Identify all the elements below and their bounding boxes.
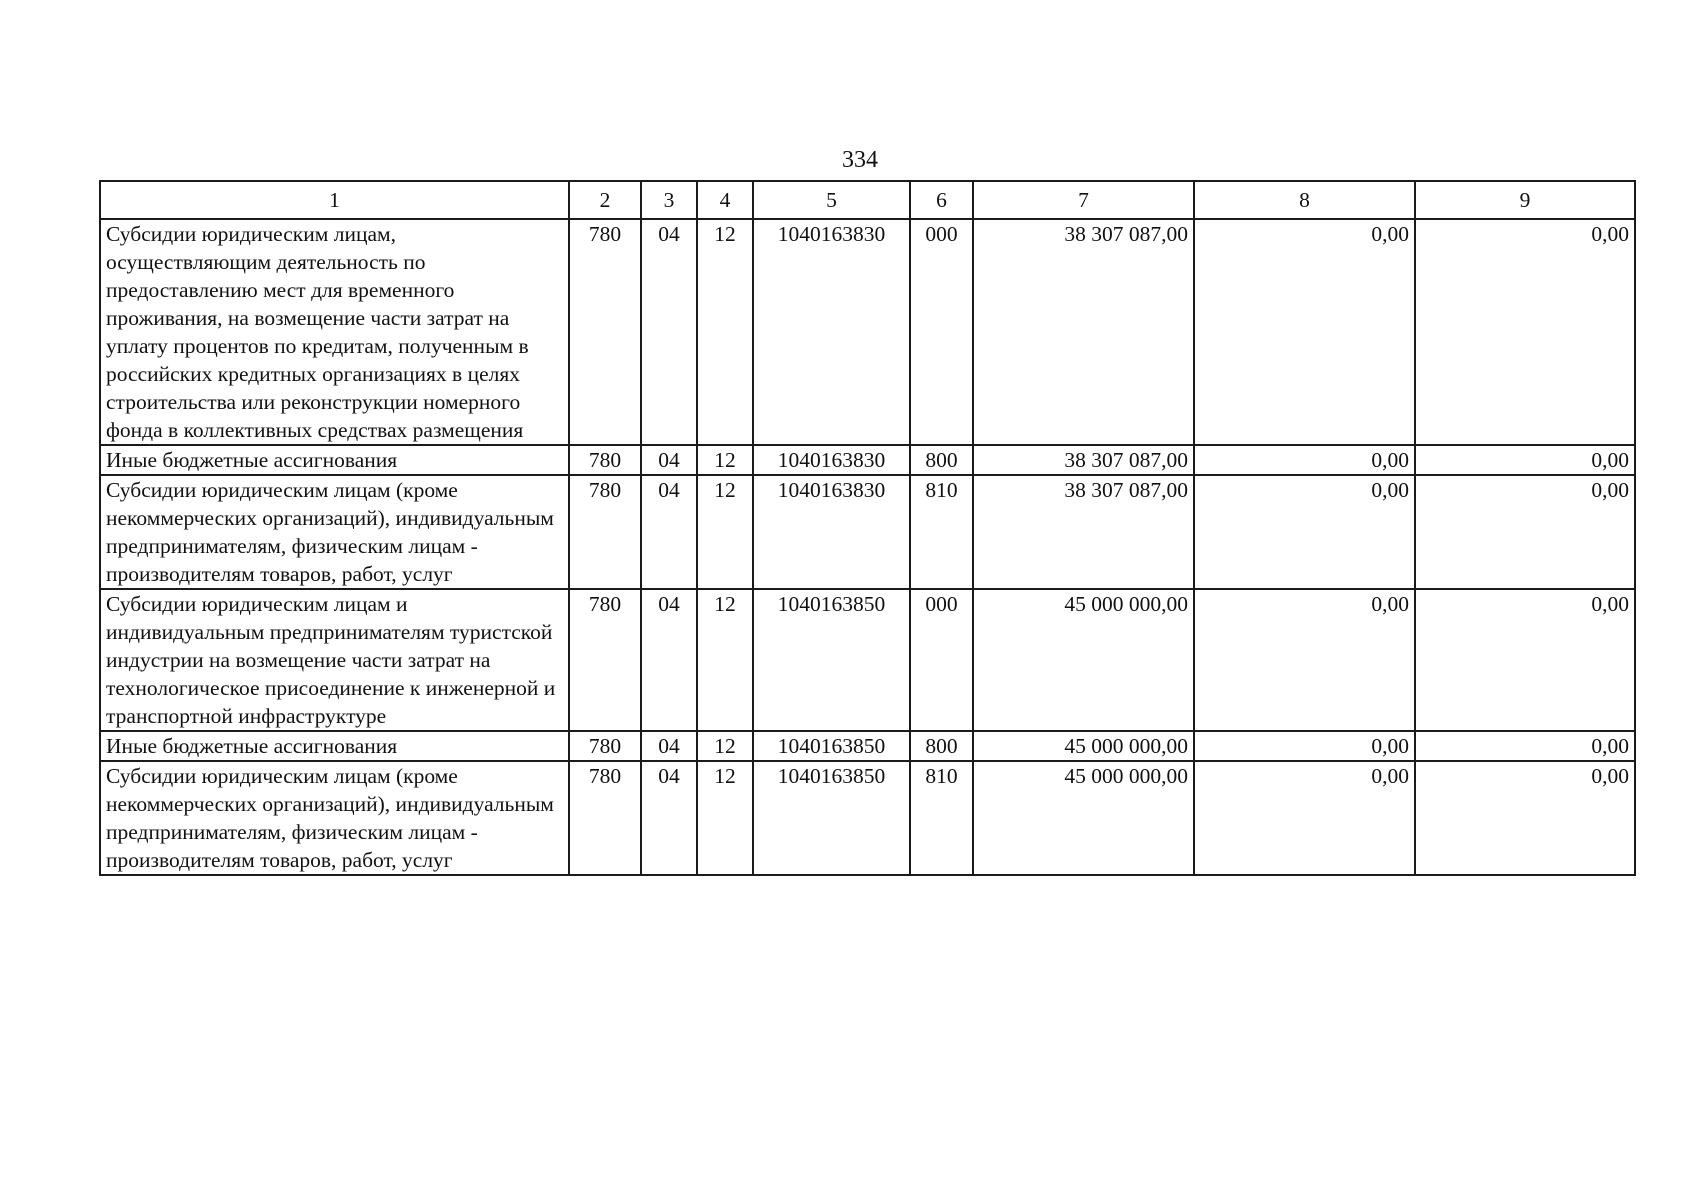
code-cell: 12 — [697, 731, 753, 761]
budget-table — [99, 180, 1636, 876]
code-cell: 04 — [641, 589, 697, 731]
amount-cell: 0,00 — [1194, 761, 1415, 875]
code-cell: 1040163850 — [753, 731, 910, 761]
code-cell: 04 — [641, 761, 697, 875]
item-name: Субсидии юридическим лицам (кроме некоммерческих организаций), индивидуальным предпринимателям, физическим лицам - производителям товаров, работ, услуг — [100, 475, 569, 589]
amount-cell: 38 307 087,00 — [973, 445, 1194, 475]
amount-cell: 0,00 — [1194, 475, 1415, 589]
table-row — [100, 475, 1635, 589]
column-header: 8 — [1194, 181, 1415, 219]
page-number: 334 — [842, 147, 878, 173]
code-cell: 04 — [641, 475, 697, 589]
code-cell: 780 — [569, 475, 641, 589]
code-cell: 1040163830 — [753, 445, 910, 475]
code-cell: 04 — [641, 445, 697, 475]
code-cell: 12 — [697, 475, 753, 589]
amount-cell: 38 307 087,00 — [973, 475, 1194, 589]
code-cell: 04 — [641, 219, 697, 445]
code-cell: 810 — [910, 761, 973, 875]
code-cell: 800 — [910, 731, 973, 761]
amount-cell: 38 307 087,00 — [973, 219, 1194, 445]
column-header: 4 — [697, 181, 753, 219]
column-header: 3 — [641, 181, 697, 219]
code-cell: 1040163850 — [753, 761, 910, 875]
amount-cell: 0,00 — [1415, 475, 1635, 589]
amount-cell: 0,00 — [1194, 589, 1415, 731]
column-header: 9 — [1415, 181, 1635, 219]
amount-cell: 45 000 000,00 — [973, 731, 1194, 761]
code-cell: 780 — [569, 731, 641, 761]
code-cell: 1040163850 — [753, 589, 910, 731]
code-cell: 780 — [569, 589, 641, 731]
code-cell: 800 — [910, 445, 973, 475]
code-cell: 12 — [697, 445, 753, 475]
code-cell: 780 — [569, 445, 641, 475]
column-header: 5 — [753, 181, 910, 219]
code-cell: 000 — [910, 589, 973, 731]
table-row — [100, 731, 1635, 761]
table-row — [100, 219, 1635, 445]
amount-cell: 45 000 000,00 — [973, 761, 1194, 875]
code-cell: 810 — [910, 475, 973, 589]
table-row — [100, 445, 1635, 475]
amount-cell: 0,00 — [1415, 219, 1635, 445]
code-cell: 12 — [697, 219, 753, 445]
item-name: Иные бюджетные ассигнования — [100, 731, 569, 761]
table-row — [100, 589, 1635, 731]
amount-cell: 0,00 — [1194, 219, 1415, 445]
amount-cell: 0,00 — [1194, 731, 1415, 761]
code-cell: 000 — [910, 219, 973, 445]
code-cell: 12 — [697, 589, 753, 731]
column-header: 2 — [569, 181, 641, 219]
column-header: 6 — [910, 181, 973, 219]
item-name: Субсидии юридическим лицам и индивидуальным предпринимателям туристской индустрии на возмещение части затрат на технологическое присоединение к инженерной и транспортной инфраструктуре — [100, 589, 569, 731]
code-cell: 1040163830 — [753, 475, 910, 589]
amount-cell: 0,00 — [1415, 445, 1635, 475]
column-header: 1 — [100, 181, 569, 219]
header-row — [100, 181, 1635, 219]
item-name: Субсидии юридическим лицам (кроме некоммерческих организаций), индивидуальным предпринимателям, физическим лицам - производителям товаров, работ, услуг — [100, 761, 569, 875]
code-cell: 780 — [569, 219, 641, 445]
column-header: 7 — [973, 181, 1194, 219]
amount-cell: 0,00 — [1415, 731, 1635, 761]
amount-cell: 45 000 000,00 — [973, 589, 1194, 731]
code-cell: 780 — [569, 761, 641, 875]
code-cell: 1040163830 — [753, 219, 910, 445]
amount-cell: 0,00 — [1415, 589, 1635, 731]
table-row — [100, 761, 1635, 875]
code-cell: 12 — [697, 761, 753, 875]
item-name: Иные бюджетные ассигнования — [100, 445, 569, 475]
amount-cell: 0,00 — [1194, 445, 1415, 475]
amount-cell: 0,00 — [1415, 761, 1635, 875]
code-cell: 04 — [641, 731, 697, 761]
item-name: Субсидии юридическим лицам, осуществляющим деятельность по предоставлению мест для временного проживания, на возмещение части затрат на уплату процентов по кредитам, полученным в российских кредитных организациях в целях строительства или реконструкции номерного фонда в коллективных средствах размещения — [100, 219, 569, 445]
